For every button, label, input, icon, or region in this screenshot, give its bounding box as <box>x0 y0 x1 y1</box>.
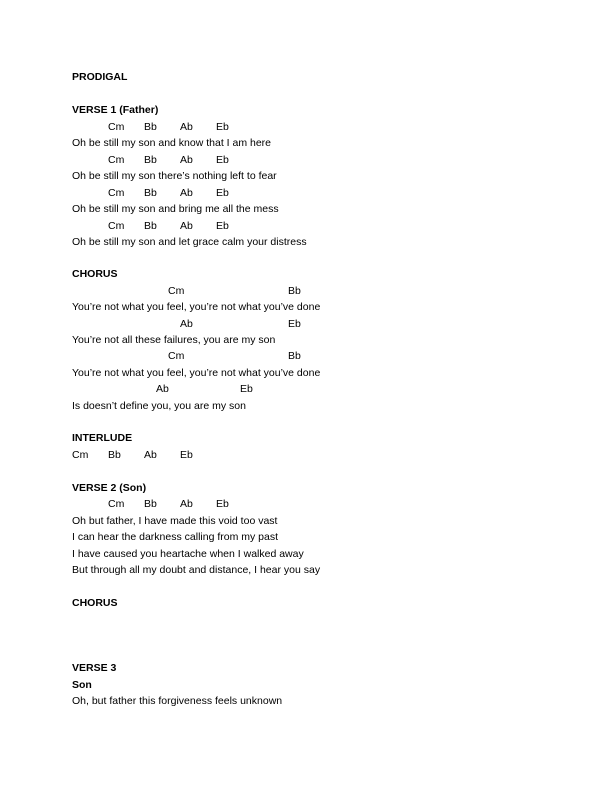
chord: Bb <box>144 498 157 510</box>
chord: Bb <box>288 285 301 297</box>
chord: Ab <box>180 318 193 330</box>
chord: Cm <box>108 187 125 199</box>
chord: Bb <box>144 121 157 133</box>
chord: Ab <box>144 449 157 461</box>
lyric-line: Oh be still my son and bring me all the mess <box>72 203 279 215</box>
chord: Cm <box>108 220 125 232</box>
chord: Ab <box>180 187 193 199</box>
chord: Bb <box>108 449 121 461</box>
lyric-line: You’re not what you feel, you’re not what you’ve done <box>72 301 321 313</box>
chord: Cm <box>108 498 125 510</box>
lyric-line: But through all my doubt and distance, I hear you say <box>72 564 321 576</box>
chord: Cm <box>108 121 125 133</box>
interlude-heading: INTERLUDE <box>72 432 133 444</box>
lyric-line: You’re not all these failures, you are my son <box>72 334 276 346</box>
chord: Bb <box>144 154 157 166</box>
chord: Eb <box>216 154 229 166</box>
lyric-line: Oh be still my son and know that I am here <box>72 137 272 149</box>
verse2-heading: VERSE 2 (Son) <box>72 482 147 494</box>
chorus-heading: CHORUS <box>72 268 118 280</box>
song-title: PRODIGAL <box>72 71 128 83</box>
lyric-line: Oh but father, I have made this void too vast <box>72 515 278 527</box>
chorus-repeat-heading: CHORUS <box>72 597 118 609</box>
chord: Ab <box>180 220 193 232</box>
chord: Bb <box>288 350 301 362</box>
chord: Bb <box>144 187 157 199</box>
chord: Ab <box>180 498 193 510</box>
chord: Eb <box>216 498 229 510</box>
lyric-line: You’re not what you feel, you’re not what you’ve done <box>72 367 321 379</box>
verse1-heading: VERSE 1 (Father) <box>72 104 159 116</box>
chord: Cm <box>72 449 89 461</box>
chord: Ab <box>156 383 169 395</box>
lyric-line: Is doesn’t define you, you are my son <box>72 400 246 412</box>
chord: Ab <box>180 154 193 166</box>
chord: Ab <box>180 121 193 133</box>
chord: Eb <box>240 383 253 395</box>
lyric-line: I have caused you heartache when I walked away <box>72 548 304 560</box>
chord: Cm <box>108 154 125 166</box>
verse3-subheading: Son <box>72 679 92 691</box>
chord: Eb <box>288 318 301 330</box>
chord: Bb <box>144 220 157 232</box>
chord: Cm <box>168 350 185 362</box>
chord: Eb <box>216 220 229 232</box>
lyric-line: Oh, but father this forgiveness feels unknown <box>72 695 283 707</box>
lyric-line: Oh be still my son and let grace calm your distress <box>72 236 307 248</box>
chord: Eb <box>180 449 193 461</box>
chord: Eb <box>216 187 229 199</box>
lyric-line: Oh be still my son there’s nothing left to fear <box>72 170 277 182</box>
chord: Cm <box>168 285 185 297</box>
chord: Eb <box>216 121 229 133</box>
verse3-heading: VERSE 3 <box>72 662 117 674</box>
lyric-line: I can hear the darkness calling from my past <box>72 531 279 543</box>
